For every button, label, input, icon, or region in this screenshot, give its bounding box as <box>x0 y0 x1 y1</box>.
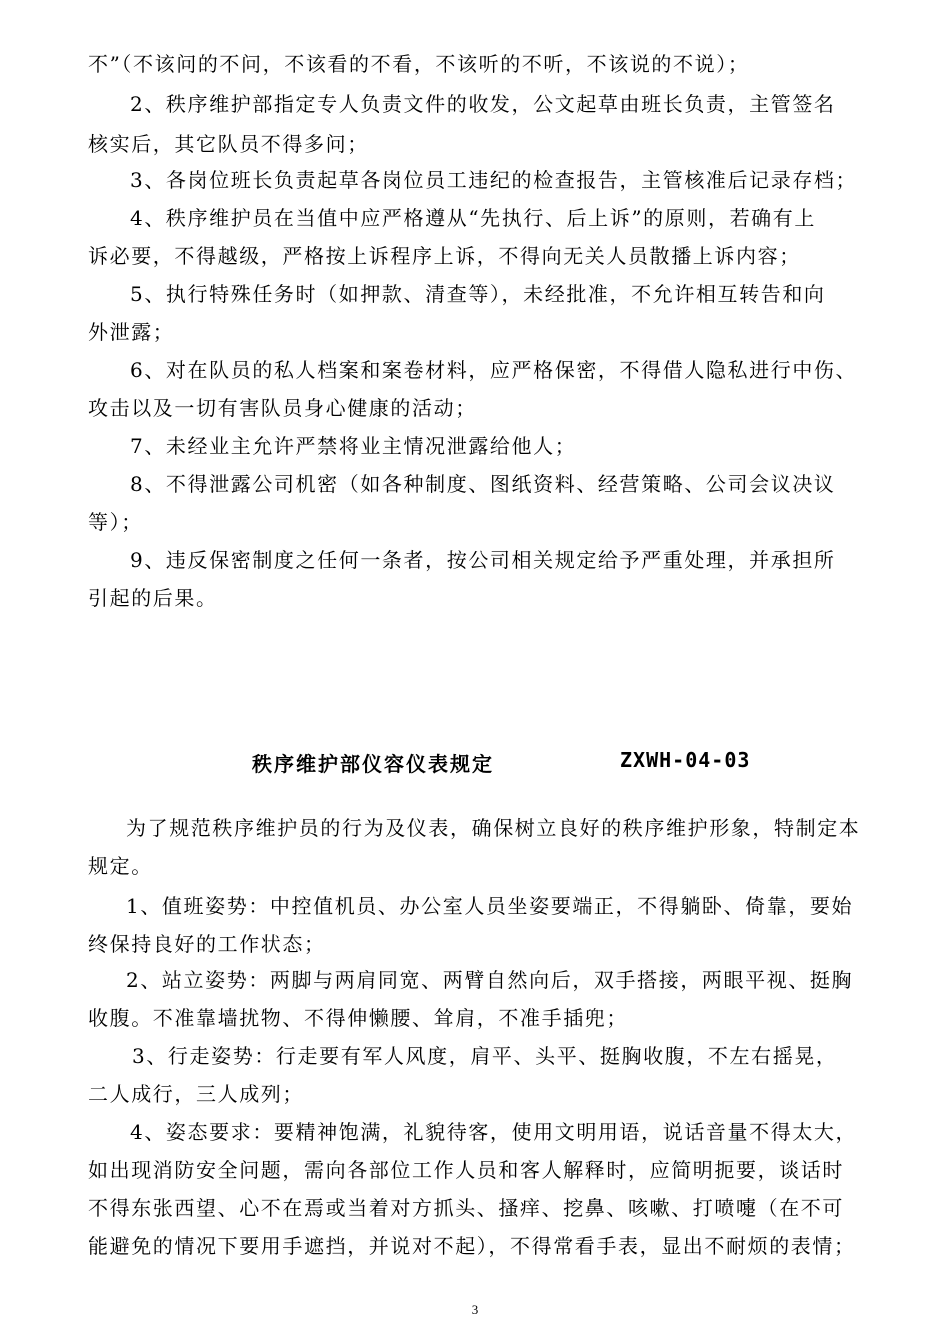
paragraph-line: 5、执行特殊任务时（如押款、清查等），未经批准，不允许相互转告和向 <box>130 282 826 306</box>
paragraph-line: 攻击以及一切有害队员身心健康的活动； <box>88 396 477 420</box>
paragraph-line: 规定。 <box>88 854 153 878</box>
paragraph-line: 引起的后果。 <box>88 586 218 610</box>
paragraph-line: 如出现消防安全问题，需向各部位工作人员和客人解释时，应简明扼要，谈话时 <box>88 1158 844 1182</box>
paragraph-line: 核实后，其它队员不得多问； <box>88 132 369 156</box>
paragraph-line: 能避免的情况下要用手遮挡，并说对不起），不得常看手表，显出不耐烦的表情； <box>88 1234 856 1258</box>
paragraph-line: 为了规范秩序维护员的行为及仪表，确保树立良好的秩序维护形象，特制定本 <box>126 816 861 840</box>
paragraph-line: 3、行走姿势：行走要有军人风度，肩平、头平、挺胸收腹，不左右摇晃， <box>132 1044 838 1068</box>
paragraph-line: 7、未经业主允许严禁将业主情况泄露给他人； <box>130 434 577 458</box>
paragraph-line: 二人成行，三人成列； <box>88 1082 304 1106</box>
section-title: 秩序维护部仪容仪表规定 <box>252 752 494 776</box>
paragraph-line: 外泄露； <box>88 320 175 344</box>
paragraph-line: 6、对在队员的私人档案和案卷材料，应严格保密，不得借人隐私进行中伤、 <box>130 358 858 382</box>
document-code: ZXWH-04-03 <box>620 748 751 772</box>
paragraph-line: 8、不得泄露公司机密（如各种制度、图纸资料、经营策略、公司会议决议 <box>130 472 836 496</box>
paragraph-line: 收腹。不准靠墙扰物、不得伸懒腰、耸肩，不准手插兜； <box>88 1006 628 1030</box>
paragraph-line: 2、秩序维护部指定专人负责文件的收发，公文起草由班长负责，主管签名 <box>130 92 836 116</box>
paragraph-line: 不”（不该问的不问，不该看的不看，不该听的不听，不该说的不说）； <box>88 52 750 76</box>
paragraph-line: 4、姿态要求：要精神饱满，礼貌待客，使用文明用语，说话音量不得太大， <box>130 1120 858 1144</box>
paragraph-line: 终保持良好的工作状态； <box>88 932 326 956</box>
paragraph-line: 1、值班姿势：中控值机员、办公室人员坐姿要端正，不得躺卧、倚靠，要始 <box>126 894 854 918</box>
page-number: 3 <box>471 1302 479 1317</box>
paragraph-line: 9、违反保密制度之任何一条者，按公司相关规定给予严重处理，并承担所 <box>130 548 836 572</box>
paragraph-line: 3、各岗位班长负责起草各岗位员工违纪的检查报告，主管核准后记录存档； <box>130 168 858 192</box>
paragraph-line: 诉必要，不得越级，严格按上诉程序上诉，不得向无关人员散播上诉内容； <box>88 244 801 268</box>
paragraph-line: 4、秩序维护员在当值中应严格遵从“先执行、后上诉”的原则，若确有上 <box>130 206 816 230</box>
paragraph-line: 不得东张西望、心不在焉或当着对方抓头、搔痒、挖鼻、咳嗽、打喷嚏（在不可 <box>88 1196 844 1220</box>
paragraph-line: 2、站立姿势：两脚与两肩同宽、两臂自然向后，双手搭接，两眼平视、挺胸 <box>126 968 854 992</box>
paragraph-line: 等）； <box>88 510 143 534</box>
